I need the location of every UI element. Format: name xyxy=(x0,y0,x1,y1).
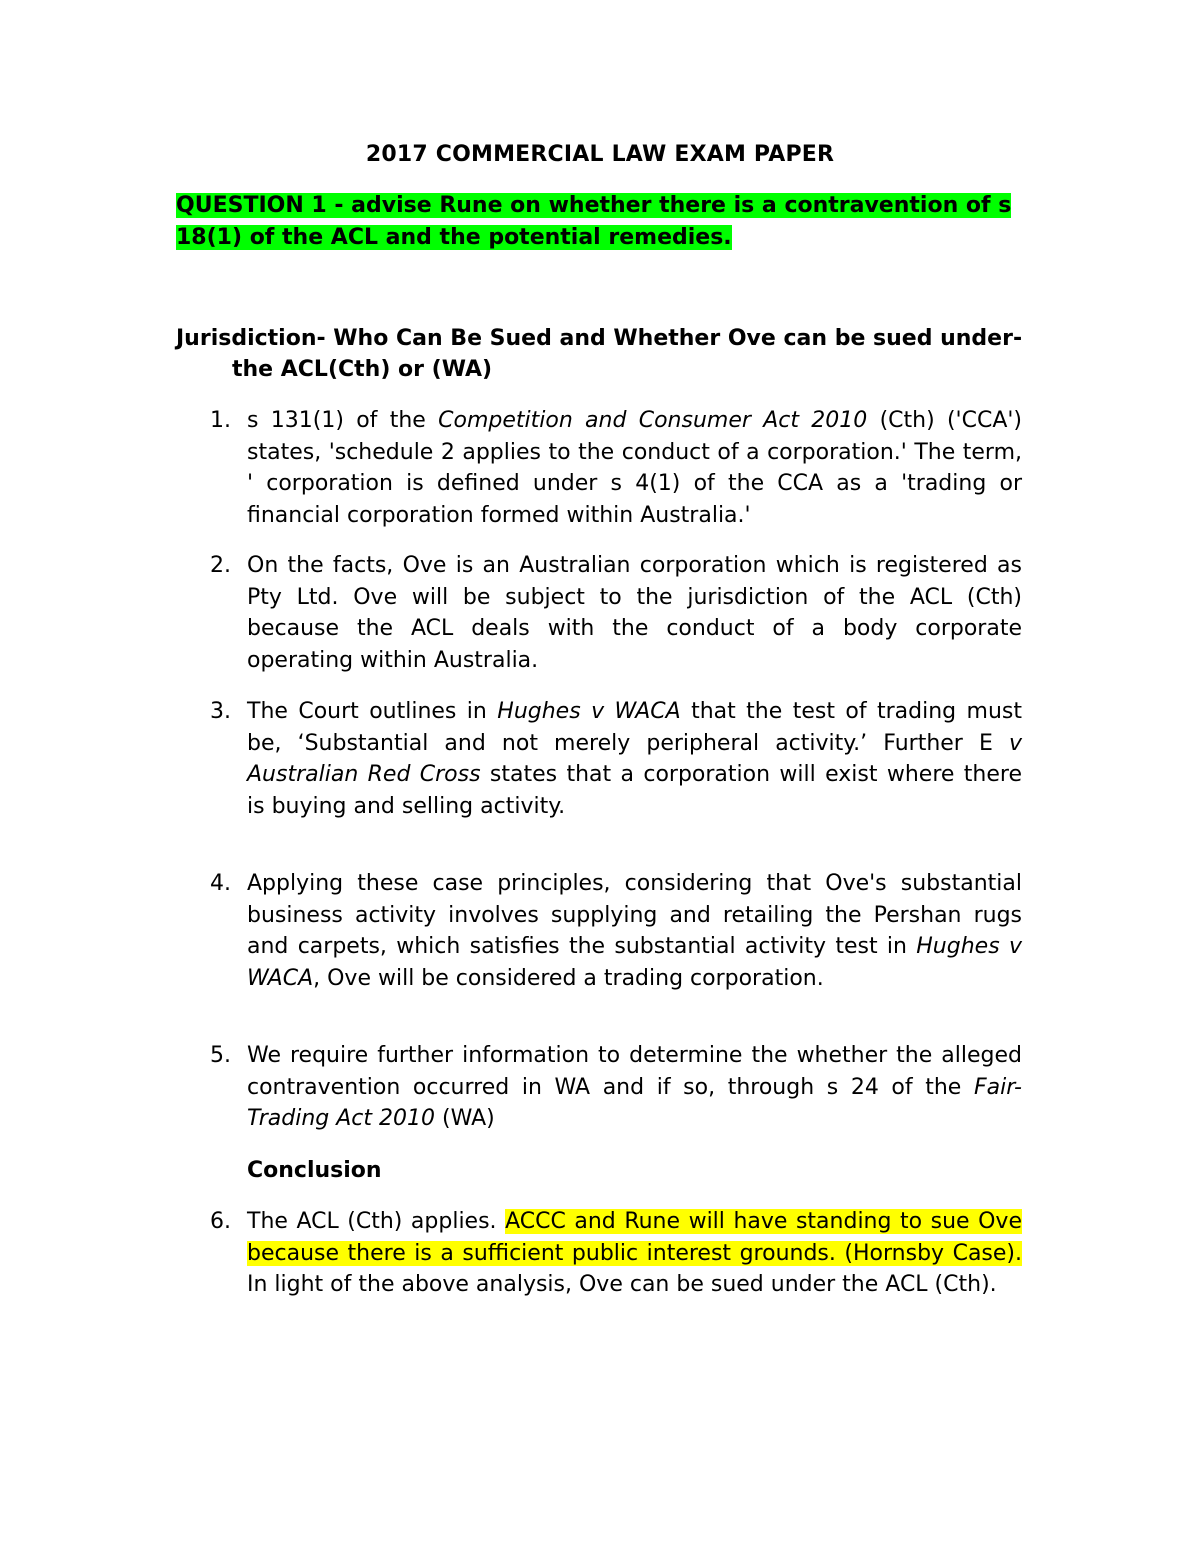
item-italic-text: Fair-Trading Act 2010 xyxy=(247,1074,1022,1131)
list-item-body xyxy=(247,1206,1022,1301)
list-item-number: 6. xyxy=(210,1209,231,1234)
item-text: We require further information to determine the whether the alleged contravention occurred in WA and if so, through s 24 of the xyxy=(247,1043,1022,1100)
list-item-number: 5. xyxy=(210,1043,231,1068)
item-text: (WA) xyxy=(435,1106,495,1131)
list-item-body xyxy=(247,1040,1022,1135)
question-text: QUESTION 1 - advise Rune on whether there is a contravention of s 18(1) of the ACL and the potential remedies. xyxy=(176,193,1012,250)
conclusion-heading: Conclusion xyxy=(247,1158,382,1183)
list-item-body xyxy=(247,550,1022,676)
list-item xyxy=(210,405,1022,531)
item-text: that the test of trading must be, ‘Substantial and not merely peripheral activity.’ Further E xyxy=(247,699,1023,756)
list-item-body xyxy=(247,696,1022,822)
item-italic-text: v Australian Red Cross xyxy=(247,730,1022,787)
list-item-number: 1. xyxy=(210,408,231,433)
list-item xyxy=(210,550,1022,676)
section-heading-part1: Jurisdiction- Who Can Be Sued and Whether Ove can be sued under- xyxy=(176,326,1023,351)
document-title: 2017 COMMERCIAL LAW EXAM PAPER xyxy=(365,142,835,167)
question-heading xyxy=(176,190,1036,254)
item-text: The Court outlines in xyxy=(247,699,498,724)
list-item-body xyxy=(247,405,1022,531)
item-text: (Cth) ('CCA') states, 'schedule 2 applies to the conduct of a corporation.' The term, ' corporation is defined under s 4(1) of the CCA as a 'trading or financial corporation formed within Australia.' xyxy=(247,408,1023,528)
item-text: The ACL (Cth) applies. xyxy=(247,1209,506,1234)
list-item xyxy=(210,1206,1022,1301)
item-text: , Ove will be considered a trading corporation. xyxy=(313,965,824,991)
item-italic-text: Competition and Consumer Act 2010 xyxy=(438,408,868,433)
item-text: On the facts, Ove is an Australian corporation which is registered as Pty Ltd. Ove will be subject to the jurisdiction of the ACL (Cth) because the ACL deals with the conduct of a body corporate operating within Australia. xyxy=(247,553,1022,673)
list-item-number: 4. xyxy=(210,871,231,896)
section-heading-part2: the ACL(Cth) or (WA) xyxy=(232,357,493,382)
list-item-number: 2. xyxy=(210,553,231,578)
list-item-number: 3. xyxy=(210,699,231,724)
item-text: Applying these case principles, considering that Ove's substantial business activity involves supplying and retailing the Pershan rugs and carpets, which satisfies the substantial activity test in xyxy=(247,871,1022,959)
item-italic-text: Hughes v WACA xyxy=(497,699,681,724)
list-item-body xyxy=(247,868,1022,994)
item-text: s 131(1) of the xyxy=(247,408,439,433)
item-text: In light of the above analysis, Ove can be sued under the ACL (Cth). xyxy=(247,1272,997,1297)
list-item xyxy=(210,1040,1022,1135)
section-heading xyxy=(176,323,1036,385)
item-text: states that a corporation will exist where there is buying and selling activity. xyxy=(247,762,1022,819)
item-highlighted-text: ACCC and Rune will have standing to sue Ove because there is a sufficient public interest grounds. (Hornsby Case). xyxy=(247,1209,1022,1266)
item-italic-text: Hughes v WACA xyxy=(247,934,1022,991)
list-item xyxy=(210,696,1022,822)
list-item xyxy=(210,868,1022,994)
